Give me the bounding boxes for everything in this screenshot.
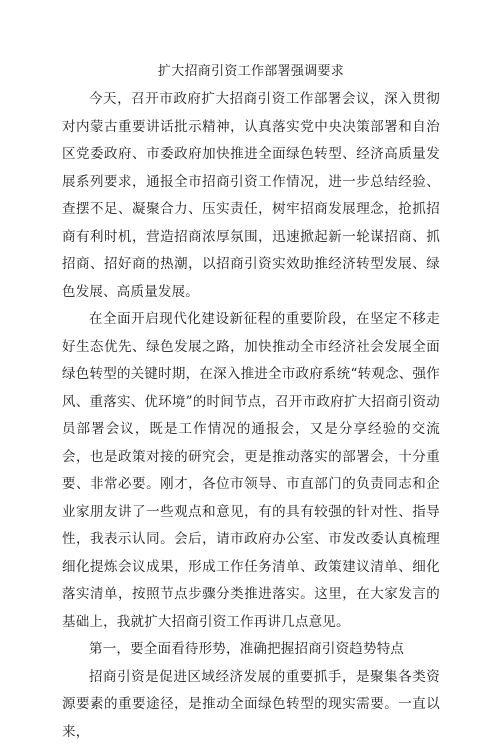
section-heading: 第一，要全面看待形势，准确把握招商引资趋势特点	[62, 636, 440, 664]
document-page	[62, 62, 440, 746]
section-paragraph: 招商引资是促进区域经济发展的重要抓手，是聚集各类资源要素的重要途径，是推动全面绿色转型的现实需要。一直以来，	[62, 664, 440, 746]
document-title: 扩大招商引资工作部署强调要求	[62, 62, 440, 82]
paragraph-2: 在全面开启现代化建设新征程的重要阶段，在坚定不移走好生态优先、绿色发展之路，加快推动全市经济社会发展全面绿色转型的关键时期，在深入推进全市政府系统“转观念、强作风、重落实、优环境”的时间节点，召开市政府扩大招商引资动员部署会议，既是工作情况的通报会，又是分享经验的交流会，也是政策对接的研究会，更是推动落实的部署会，十分重要、非常必要。刚才，各位市领导、市直部门的负责同志和企业家朋友讲了一些观点和意见，有的具有较强的针对性、指导性，我表示认同。会后，请市政府办公室、市发改委认真梳理细化提炼会议成果，形成工作任务清单、政策建议清单、细化落实清单，按照节点步骤分类推进落实。这里，在大家发言的基础上，我就扩大招商引资工作再讲几点意见。	[62, 306, 440, 636]
paragraph-1: 今天，召开市政府扩大招商引资工作部署会议，深入贯彻对内蒙古重要讲话批示精神，认真落实党中央决策部署和自治区党委政府、市委政府加快推进全面绿色转型、经济高质量发展系列要求，通报全市招商引资工作情况，进一步总结经验、查摆不足、凝聚合力、压实责任，树牢招商发展理念，抢抓招商有利时机，营造招商浓厚氛围，迅速掀起新一轮谋招商、抓招商、招好商的热潮，以招商引资实效助推经济转型发展、绿色发展、高质量发展。	[62, 86, 440, 306]
